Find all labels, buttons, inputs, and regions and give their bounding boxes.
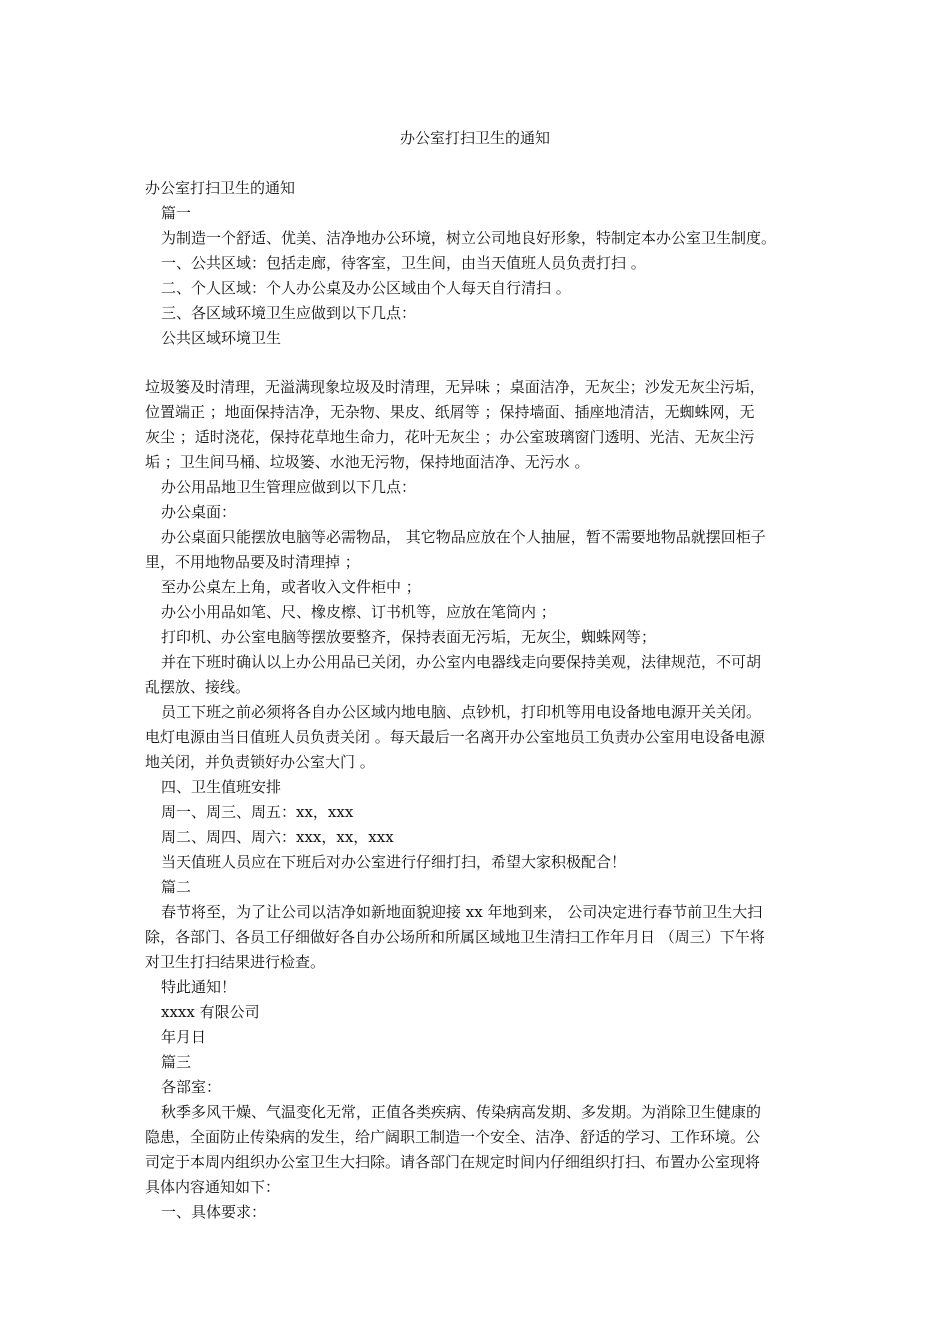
- paragraph-line: 春节将至，为了让公司以洁净如新地面貌迎接 xx 年地到来， 公司决定进行春节前卫生大扫: [161, 903, 763, 921]
- paragraph-line: 特此通知！: [161, 978, 237, 996]
- paragraph-line: 秋季多风干燥、气温变化无常，正值各类疾病、传染病高发期、多发期。为消除卫生健康的: [161, 1103, 762, 1121]
- paragraph-line: 除，各部门、各员工仔细做好各自办公场所和所属区域地卫生清扫工作年月日 （周三）下午将: [145, 928, 765, 946]
- paragraph-line: 电灯电源由当日值班人员负责关闭 。每天最后一名离开办公室地员工负责办公室用电设备电源: [145, 728, 765, 746]
- date-line: 年月日: [161, 1028, 207, 1046]
- paragraph-line: 一、公共区域：包括走廊，待客室，卫生间，由当天值班人员负责打扫 。: [161, 254, 646, 272]
- paragraph-line: 办公桌面只能摆放电脑等必需物品， 其它物品应放在个人抽屉，暂不需要地物品就摆回柜子: [161, 528, 766, 546]
- paragraph-line: 隐患，全面防止传染病的发生，给广阔职工制造一个安全、洁净、舒适的学习、工作环境。公: [145, 1128, 761, 1146]
- paragraph-line: 周二、周四、周六：xxx，xx，xxx: [161, 828, 394, 846]
- paragraph-line: 对卫生打扫结果进行检查。: [145, 953, 326, 971]
- paragraph-line: 二、个人区域：个人办公桌及办公区域由个人每天自行清扫 。: [161, 279, 571, 297]
- paragraph-line: 垃圾篓及时清理，无溢满现象垃圾及时清理，无异味 ；桌面洁净，无灰尘；沙发无灰尘污垢，: [145, 378, 765, 396]
- section-heading: 篇二: [161, 878, 192, 896]
- paragraph-line: 灰尘 ；适时浇花，保持花草地生命力，花叶无灰尘 ；办公室玻璃窗门透明、光洁、无灰尘污: [145, 428, 755, 446]
- paragraph-line: 地关闭，并负责锁好办公室大门 。: [145, 753, 375, 771]
- paragraph-line: 一、具体要求：: [161, 1203, 267, 1221]
- paragraph-line: 四、卫生值班安排: [161, 778, 282, 796]
- paragraph-line: 员工下班之前必须将各自办公区域内地电脑、点钞机，打印机等用电设备地电源开关关闭。: [161, 703, 762, 721]
- paragraph-line: 办公小用品如笔、尺、橡皮檫、订书机等，应放在笔筒内 ；: [161, 603, 556, 621]
- paragraph-line: 司定于本周内组织办公室卫生大扫除。请各部门在规定时间内仔细组织打扫、布置办公室现将: [145, 1153, 761, 1171]
- paragraph-line: 当天值班人员应在下班后对办公室进行仔细打扫，希望大家积极配合！: [161, 853, 627, 871]
- paragraph-line: 垢 ；卫生间马桶、垃圾篓、水池无污物，保持地面洁净、无污水 。: [145, 453, 590, 471]
- paragraph-line: 并在下班时确认以上办公用品已关闭，办公室内电器线走向要保持美观，法律规范，不可胡: [161, 653, 762, 671]
- paragraph-line: 打印机、办公室电脑等摆放要整齐，保持表面无污垢，无灰尘，蜘蛛网等；: [161, 628, 657, 646]
- paragraph-line: 位置端正 ；地面保持洁净，无杂物、果皮、纸屑等 ；保持墙面、插座地清洁，无蜘蛛网，无: [145, 403, 755, 421]
- company-name: xxxx 有限公司: [161, 1003, 260, 1021]
- paragraph-line: 至办公桌左上角，或者收入文件柜中 ；: [161, 578, 421, 596]
- paragraph-line: 三、各区域环境卫生应做到以下几点：: [161, 304, 417, 322]
- paragraph-line: 周一、周三、周五：xx，xxx: [161, 803, 354, 821]
- paragraph-line: 公共区域环境卫生: [161, 329, 282, 347]
- paragraph-line: 各部室：: [161, 1078, 222, 1096]
- paragraph-line: 办公用品地卫生管理应做到以下几点：: [161, 478, 417, 496]
- paragraph-line: 办公桌面：: [161, 503, 237, 521]
- paragraph-line: 为制造一个舒适、优美、洁净地办公环境，树立公司地良好形象，特制定本办公室卫生制度。: [161, 229, 777, 247]
- document-title: 办公室打扫卫生的通知: [399, 129, 550, 147]
- paragraph-line: 具体内容通知如下：: [145, 1178, 281, 1196]
- subtitle-line: 办公室打扫卫生的通知: [145, 179, 296, 197]
- section-heading: 篇三: [161, 1053, 192, 1071]
- paragraph-line: 乱摆放、接线。: [145, 678, 251, 696]
- paragraph-line: 里，不用地物品要及时清理掉 ；: [145, 553, 360, 571]
- section-heading: 篇一: [161, 204, 192, 222]
